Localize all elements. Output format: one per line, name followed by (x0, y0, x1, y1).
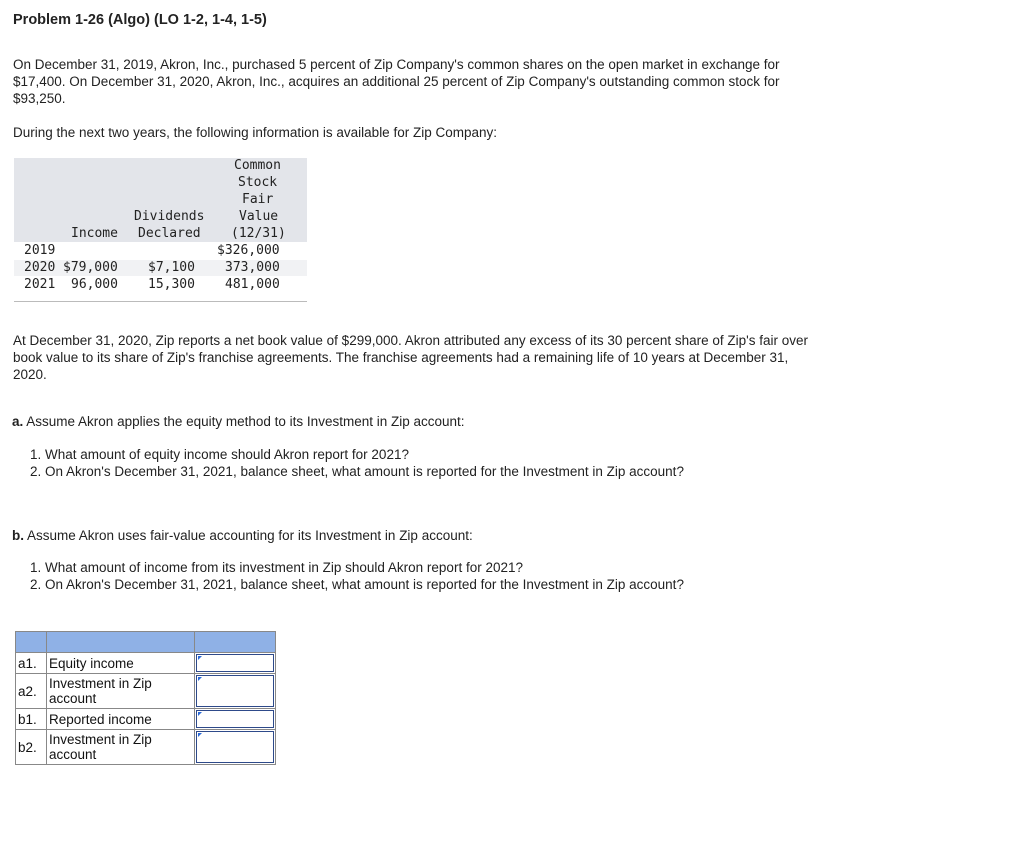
header-cell (47, 632, 195, 653)
part-a-label: a. (12, 414, 24, 429)
equity-income-input[interactable] (196, 654, 274, 672)
part-b-question-1: 1. What amount of income from its investment in Zip should Akron report for 2021? (30, 560, 523, 575)
answer-cell (195, 674, 276, 709)
answer-id: b2. (16, 730, 47, 765)
investment-in-zip-input-a[interactable] (196, 675, 274, 707)
info-paragraph: During the next two years, the following information is available for Zip Company: (13, 125, 497, 140)
part-a-question-1: 1. What amount of equity income should Akron report for 2021? (30, 447, 409, 462)
header-common: Common (234, 158, 281, 173)
table-row (14, 277, 307, 293)
row-fair-value: 481,000 (225, 277, 280, 292)
answer-label: Investment in Zip account (47, 674, 195, 709)
header-dividends: Dividends (134, 209, 205, 224)
row-fair-value: 373,000 (225, 260, 280, 275)
row-income: 96,000 (71, 277, 118, 292)
book-value-paragraph: At December 31, 2020, Zip reports a net book value of $299,000. Akron attributed any excess of its 30 percent share of Zip's fair over book value to its share of Zip's franchise agreements. The franchise agreements had a remaining life of 10 years at December 31, 2020. (13, 333, 809, 382)
row-fair-value: $326,000 (217, 243, 280, 258)
zip-data-table (14, 158, 307, 302)
answer-label: Investment in Zip account (47, 730, 195, 765)
header-date: (12/31) (231, 226, 286, 241)
problem-title: Problem 1-26 (Algo) (LO 1-2, 1-4, 1-5) (13, 12, 267, 28)
table-row (16, 709, 276, 730)
header-cell (195, 632, 276, 653)
header-declared: Declared (138, 226, 201, 241)
answer-cell (195, 653, 276, 674)
answer-table-header (16, 632, 276, 653)
header-value: Value (239, 209, 279, 224)
table-divider (14, 301, 307, 302)
header-stock: Stock (238, 175, 278, 190)
table-row (16, 674, 276, 709)
part-a-text: Assume Akron applies the equity method to its Investment in Zip account: (26, 414, 465, 429)
part-b-question-2: 2. On Akron's December 31, 2021, balance sheet, what amount is reported for the Investment in Zip account? (30, 577, 684, 592)
header-fair: Fair (242, 192, 274, 207)
intro-paragraph: On December 31, 2019, Akron, Inc., purchased 5 percent of Zip Company's common shares on the open market in exchange for $17,400. On December 31, 2020, Akron, Inc., acquires an additional 25 percent of Zip Company's outstanding common stock for $93,250. (13, 57, 780, 106)
answer-id: a1. (16, 653, 47, 674)
reported-income-input[interactable] (196, 710, 274, 728)
answer-table (15, 631, 276, 765)
row-year: 2019 (24, 243, 56, 258)
answer-label: Equity income (47, 653, 195, 674)
answer-id: b1. (16, 709, 47, 730)
table-row (16, 653, 276, 674)
answer-id: a2. (16, 674, 47, 709)
part-b-questions (30, 559, 684, 593)
answer-label: Reported income (47, 709, 195, 730)
part-a-heading (12, 414, 465, 429)
part-b-label: b. (12, 528, 24, 543)
row-income: $79,000 (63, 260, 118, 275)
row-year: 2021 (24, 277, 56, 292)
header-cell (16, 632, 47, 653)
header-income: Income (71, 226, 118, 241)
row-dividends: $7,100 (148, 260, 195, 275)
row-dividends: 15,300 (148, 277, 195, 292)
answer-cell (195, 709, 276, 730)
part-b-heading (12, 528, 473, 543)
row-year: 2020 (24, 260, 56, 275)
table-row (16, 730, 276, 765)
table-row (14, 243, 307, 259)
investment-in-zip-input-b[interactable] (196, 731, 274, 763)
part-a-question-2: 2. On Akron's December 31, 2021, balance sheet, what amount is reported for the Investment in Zip account? (30, 464, 684, 479)
table-row (14, 260, 307, 276)
part-a-questions (30, 446, 684, 480)
answer-cell (195, 730, 276, 765)
part-b-text: Assume Akron uses fair-value accounting for its Investment in Zip account: (27, 528, 473, 543)
